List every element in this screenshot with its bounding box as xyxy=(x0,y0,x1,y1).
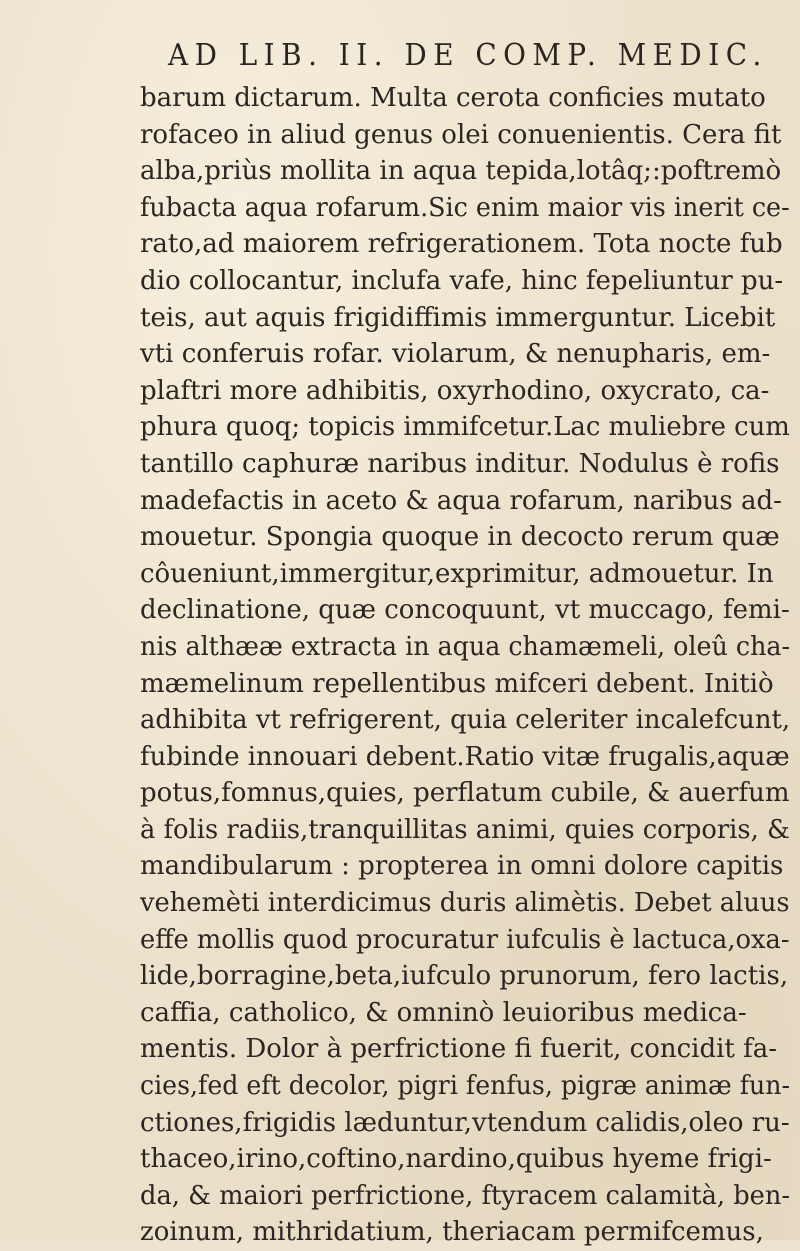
text-line: tantillo caphuræ naribus inditur. Nodulus è rofis xyxy=(140,448,780,479)
text-line: da, & maiori perfrictione, ftyracem calamità, ben- xyxy=(140,1180,791,1211)
text-line: teis, aut aquis frigidiffimis immerguntur. Licebit xyxy=(140,302,776,333)
text-line: côueniunt,immergitur,exprimitur, admouetur. In xyxy=(140,558,774,589)
text-line: vehemèti interdicimus duris alimètis. Debet aluus xyxy=(140,888,790,919)
text-line: barum dictarum. Multa cerota conficies mutato xyxy=(140,83,766,113)
text-line: thaceo,irino,coftino,nardino,quibus hyeme frigi- xyxy=(140,1144,772,1175)
text-line: potus,fomnus,quies, perflatum cubile, & auerfum xyxy=(140,778,790,809)
text-line: à folis radiis,tranquillitas animi, quies corporis, & xyxy=(140,814,790,845)
text-line: vti conferuis rofar. violarum, & nenupharis, em- xyxy=(140,339,771,370)
text-line: dio collocantur, inclufa vafe, hinc fepeliuntur pu- xyxy=(140,265,784,296)
text-line: fubacta aqua rofarum.Sic enim maior vis inerit ce- xyxy=(140,192,790,223)
text-line: declinatione, quæ concoquunt, vt muccago, femi- xyxy=(140,595,790,626)
text-line: caffia, catholico, & omninò leuioribus medica- xyxy=(140,997,747,1028)
text-line: mentis. Dolor à perfrictione fi fuerit, concidit fa- xyxy=(140,1034,778,1065)
text-line: phura quoq; topicis immifcetur.Lac muliebre cum xyxy=(140,412,790,443)
text-line: fubinde innouari debent.Ratio vitæ frugalis,aquæ xyxy=(140,741,790,772)
text-line: rofaceo in aliud genus olei conuenientis. Cera fit xyxy=(140,119,782,150)
body-text xyxy=(140,80,790,1251)
text-line: ctiones,frigidis læduntur,vtendum calidis,oleo ru- xyxy=(140,1107,790,1138)
text-line: mæmelinum repellentibus mifceri debent. Initiò xyxy=(140,668,774,699)
text-line: zoinum, mithridatium, theriacam permifcemus, xyxy=(140,1217,764,1248)
text-line: effe mollis quod procuratur iufculis è lactuca,oxa- xyxy=(140,924,790,955)
text-line: mandibularum : propterea in omni dolore capitis xyxy=(140,851,784,882)
text-line: adhibita vt refrigerent, quia celeriter incalefcunt, xyxy=(140,705,791,736)
text-line: nis althææ extracta in aqua chamæmeli, oleû cha- xyxy=(140,631,791,662)
text-line: lide,borragine,beta,iufculo prunorum, fero lactis, xyxy=(140,961,789,992)
running-head: AD LIB. II. DE COMP. MEDIC. xyxy=(168,38,768,73)
text-line: madefactis in aceto & aqua rofarum, naribus ad- xyxy=(140,485,782,516)
text-line: alba,priùs mollita in aqua tepida,lotâq;:poftremò xyxy=(140,156,782,187)
text-line: plaftri more adhibitis, oxyrhodino, oxycrato, ca- xyxy=(140,375,770,406)
text-line: cies,fed eft decolor, pigri fenfus, pigræ animæ fun- xyxy=(140,1071,790,1102)
text-line: mouetur. Spongia quoque in decocto rerum quæ xyxy=(140,522,780,553)
text-line: rato,ad maiorem refrigerationem. Tota nocte fub xyxy=(140,229,783,260)
